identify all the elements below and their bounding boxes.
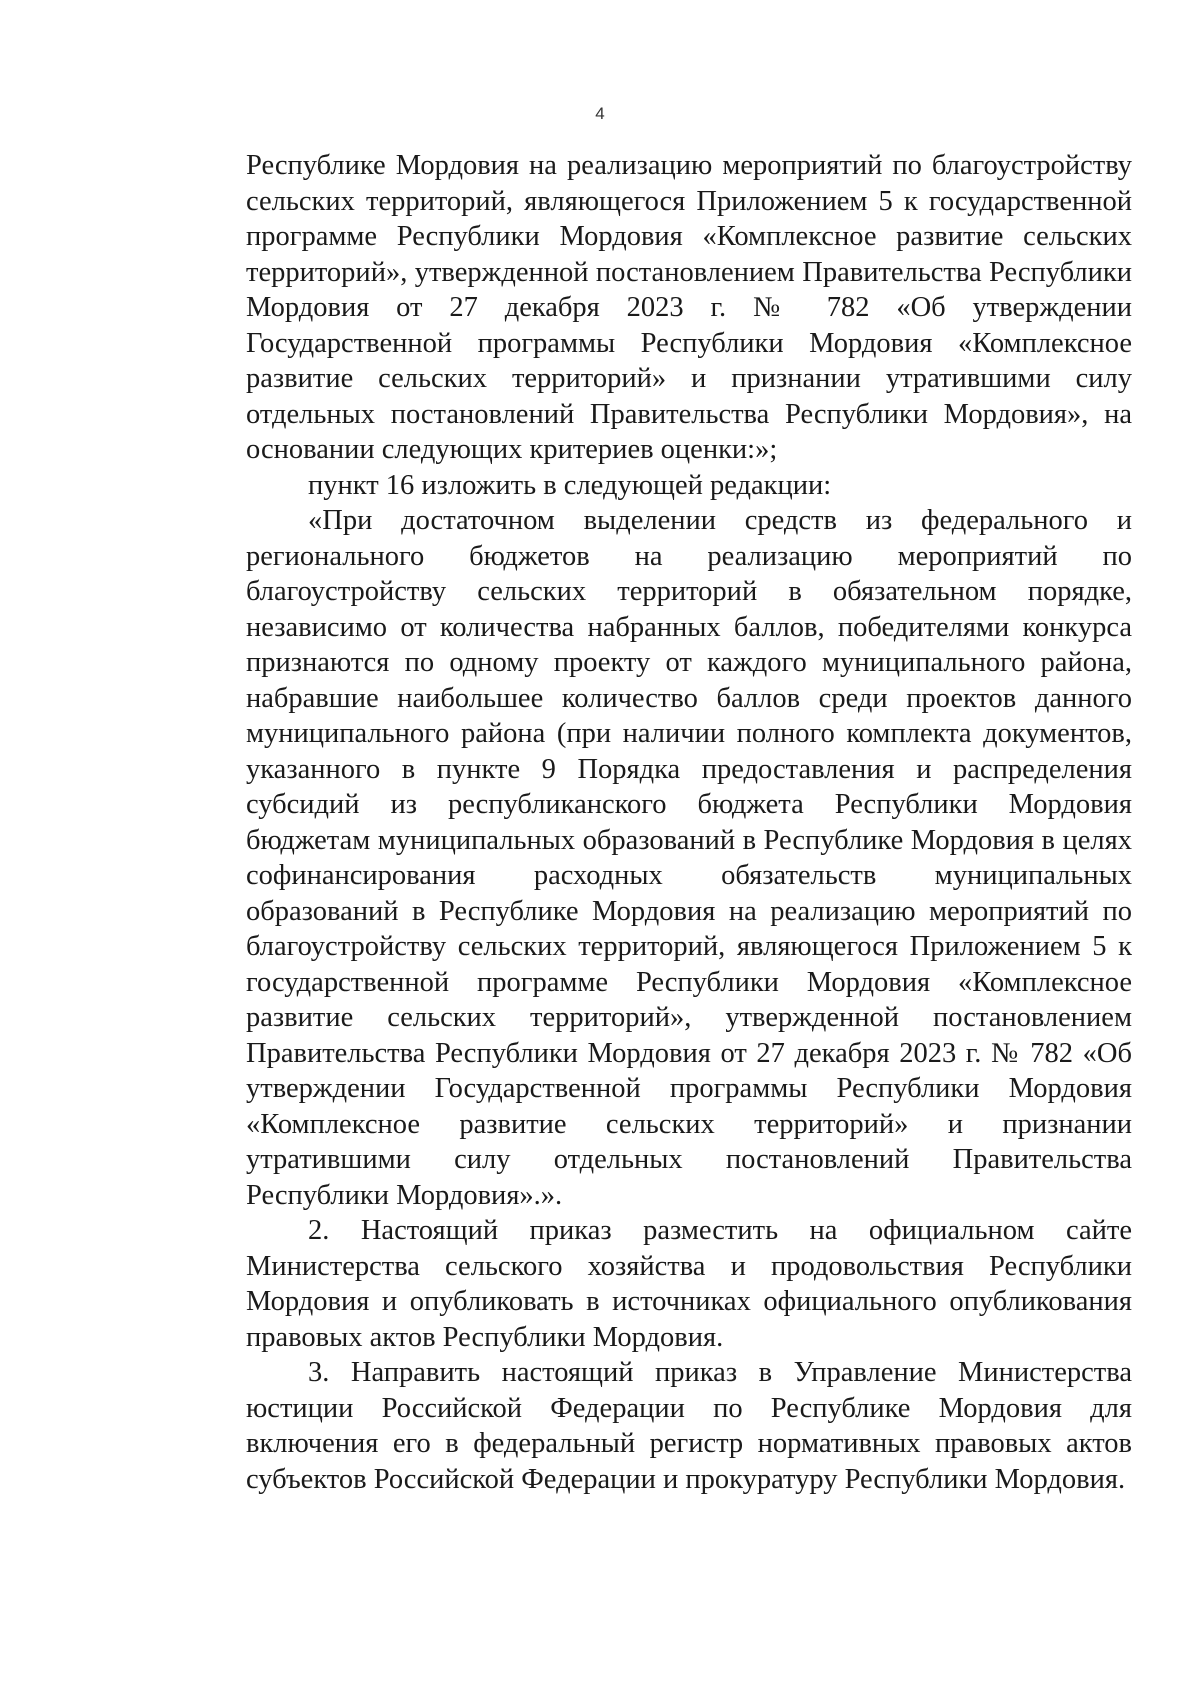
paragraph-item-16-text: «При достаточном выделении средств из федерального и регионального бюджетов на реализацию мероприятий по благоустройству сельских территорий в обязательном порядке, независимо от количества набранных баллов, победителями конкурса признаются по одному проекту от каждого муниципального района, набравшие наибольшее количество баллов среди проектов данного муниципального района (при наличии полного комплекта документов, указанного в пункте 9 Порядка предоставления и распределения субсидий из республиканского бюджета Республики Мордовия бюджетам муниципальных образований в Республике Мордовия в целях софинансирования расходных обязательств муниципальных образований в Республике Мордовия на реализацию мероприятий по благоустройству сельских территорий, являющегося Приложением 5 к государственной программе Республики Мордовия «Комплексное развитие сельских территорий», утвержденной постановлением Правительства Республики Мордовия от 27 декабря 2023 г. № 782 «Об утверждении Государственной программы Республики Мордовия «Комплексное развитие сельских территорий» и признании утратившими силу отдельных постановлений Правительства Республики Мордовия».».: [246, 505, 1132, 1211]
page-number: 4: [595, 104, 605, 123]
paragraph-continuation: Республике Мордовия на реализацию мероприятий по благоустройству сельских территорий, являющегося Приложением 5 к государственной программе Республики Мордовия «Комплексное развитие сельских территорий», утвержденной постановлением Правительства Республики Мордовия от 27 декабря 2023 г. № 782 «Об утверждении Государственной программы Республики Мордовия «Комплексное развитие сельских территорий» и признании утратившими силу отдельных постановлений Правительства Республики Мордовия», на основании следующих критериев оценки:»;: [246, 150, 1132, 465]
paragraph-registration: 3. Направить настоящий приказ в Управление Министерства юстиции Российской Федерации по Республике Мордовия для включения его в федеральный регистр нормативных правовых актов субъектов Российской Федерации и прокуратуру Республики Мордовия.: [246, 1357, 1132, 1495]
paragraph-publication: 2. Настоящий приказ разместить на официальном сайте Министерства сельского хозяйства и продовольствия Республики Мордовия и опубликовать в источниках официального опубликования правовых актов Республики Мордовия.: [246, 1215, 1132, 1353]
document-body: [246, 148, 1132, 1497]
paragraph-item-16-intro: пункт 16 изложить в следующей редакции:: [308, 469, 832, 501]
